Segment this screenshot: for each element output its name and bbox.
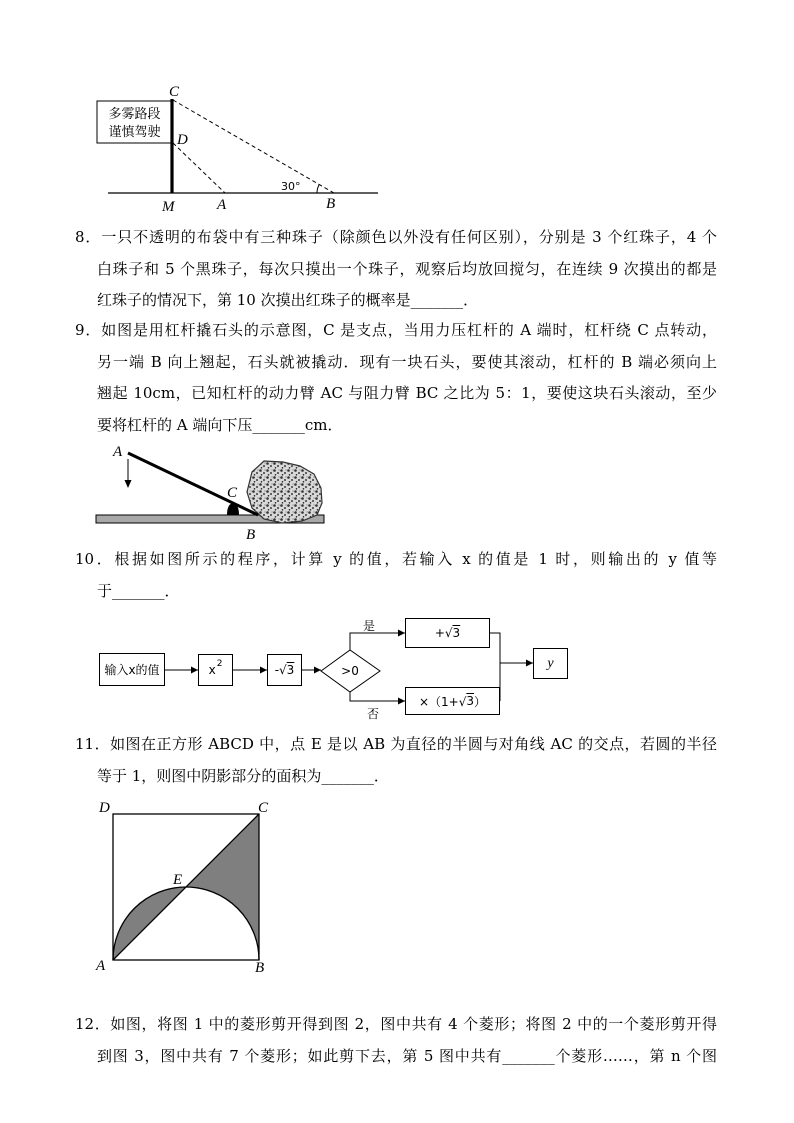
point-label-a: A [113, 444, 123, 460]
question-text: 如图在正方形 ABCD 中，点 E 是以 AB 为直径的半圆与对角线 AC 的交点，若圆的半径 [110, 735, 717, 753]
lever-figure [90, 435, 335, 545]
question-text: 如图，将图 1 中的菱形剪开得到图 2，图中共有 4 个菱形；将图 2 中的一个菱形剪开得 [110, 1015, 717, 1033]
force-arrow-head [125, 480, 132, 488]
square-figure [95, 798, 275, 978]
square-base: x [208, 663, 216, 677]
output-text: y [547, 655, 554, 671]
question-line: 要将杠杆的 A 端向下压_______cm． [97, 415, 343, 434]
question-8 [75, 222, 717, 317]
lever-bar [128, 453, 258, 515]
input-box-text: 输入x的值 [104, 663, 160, 677]
question-line: 翘起 10cm，已知杠杆的动力臂 AC 与阻力臂 BC 之比为 5：1，要使这块石头滚动，至少 [97, 384, 717, 402]
yes-step-radicand: 3 [452, 626, 461, 640]
flowchart-connectors [95, 612, 575, 724]
question-line [75, 222, 717, 254]
point-label-a: A [217, 197, 227, 213]
yes-label: 是 [363, 619, 376, 633]
yes-step-box [405, 618, 490, 648]
point-label-c: C [258, 800, 269, 816]
point-label-e: E [173, 872, 183, 888]
output-box [533, 648, 568, 679]
question-line [75, 544, 717, 576]
yes-step-prefix: +√ [434, 626, 453, 640]
sign-text-line-1: 多雾路段 [108, 107, 161, 122]
input-box [99, 653, 165, 686]
point-label-d: D [177, 132, 188, 148]
question-line [75, 729, 717, 761]
question-text: 如图是用杠杆撬石头的示意图，C 是支点，当用力压杠杆的 A 端时，杠杆绕 C 点转动， [101, 321, 717, 339]
question-number: 12． [75, 1015, 111, 1033]
point-label-c: C [169, 84, 180, 100]
point-label-m: M [162, 199, 175, 215]
yes-branch-arrow [350, 633, 405, 650]
no-step-box [405, 687, 500, 715]
question-line: 白珠子和 5 个黑珠子，每次只摸出一个珠子，观察后均放回搅匀，在连续 9 次摸出的都是 [97, 259, 717, 278]
no-step-suffix: ） [474, 694, 487, 709]
subtract-prefix: -√ [274, 663, 287, 677]
question-line [75, 1009, 717, 1041]
no-label: 否 [367, 707, 380, 721]
question-text: 根据如图所示的程序，计算 y 的值，若输入 x 的值是 1 时，则输出的 y 值等 [114, 550, 717, 568]
point-label-b: B [255, 960, 265, 976]
question-line: 于_______． [97, 581, 180, 600]
point-label-c: C [227, 485, 238, 501]
no-branch-arrow [350, 692, 405, 701]
question-12 [75, 1009, 717, 1072]
point-label-a: A [96, 958, 106, 974]
question-number: 10． [75, 550, 115, 568]
question-line [75, 315, 717, 347]
question-line: 到图 3，图中共有 7 个菱形；如此剪下去，第 5 图中共有_______个菱形……，第 n 个图 [97, 1046, 717, 1065]
question-11 [75, 729, 717, 792]
road-sign-figure [90, 78, 390, 218]
condition-text: >0 [341, 664, 359, 678]
question-line: 另一端 B 向上翘起，石头就被撬动．现有一块石头，要使其滚动，杠杆的 B 端必须向上 [97, 352, 717, 371]
shaded-region-right [186, 814, 259, 960]
no-step-prefix: ×（1+√ [418, 694, 467, 709]
question-number: 8． [75, 228, 102, 246]
subtract-box [267, 654, 302, 686]
angle-label: 30° [281, 180, 301, 193]
question-number: 9． [75, 321, 102, 339]
question-number: 11． [75, 735, 111, 753]
square-box [198, 654, 233, 686]
question-line: 等于 1，则图中阴影部分的面积为_______． [97, 766, 389, 785]
subtract-radicand: 3 [286, 663, 295, 677]
question-10 [75, 544, 717, 607]
dashed-line-cb [173, 100, 334, 193]
no-step-radicand: 3 [466, 694, 475, 708]
question-text: 一只不透明的布袋中有三种珠子（除颜色以外没有任何区别），分别是 3 个红珠子，4 个 [101, 228, 717, 246]
question-line: 红珠子的情况下，第 10 次摸出红珠子的概率是_______． [97, 291, 479, 309]
sign-text-line-2: 谨慎驾驶 [108, 125, 161, 140]
dashed-line-da [173, 143, 225, 193]
point-label-d: D [99, 800, 110, 816]
angle-arc [317, 184, 319, 193]
point-label-b: B [326, 196, 336, 212]
point-label-b: B [246, 527, 256, 543]
question-9 [75, 315, 717, 441]
square-exponent: 2 [216, 659, 223, 669]
